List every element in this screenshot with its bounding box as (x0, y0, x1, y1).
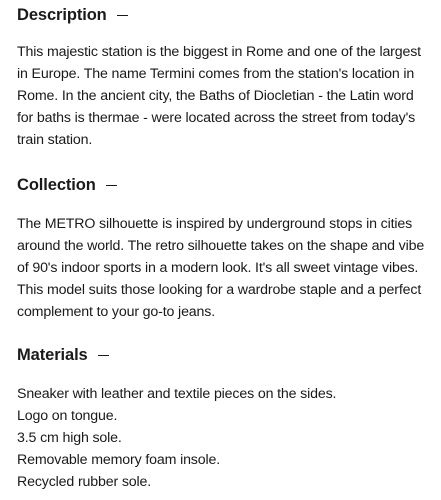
materials-header[interactable] (17, 343, 427, 367)
description-body: This majestic station is the biggest in Rome and one of the largest in Europe. The name Termini comes from the station's location in Rome. In the ancient city, the Baths of Diocletian - the Latin word for baths is thermae - were located across the street from today's train station. (17, 44, 421, 148)
collection-section (17, 173, 427, 323)
minus-icon[interactable] (117, 15, 128, 17)
materials-list (17, 383, 427, 493)
collection-title: Collection (17, 175, 96, 194)
materials-item: Sneaker with leather and textile pieces on the sides. (17, 386, 337, 402)
materials-section (17, 343, 427, 493)
materials-item: 3.5 cm high sole. (17, 430, 122, 446)
description-header[interactable] (17, 3, 427, 27)
materials-item: Removable memory foam insole. (17, 452, 221, 468)
description-title: Description (17, 5, 107, 24)
materials-item: Logo on tongue. (17, 408, 118, 424)
description-section (17, 3, 427, 151)
minus-icon[interactable] (106, 185, 117, 187)
collection-body: The METRO silhouette is inspired by underground stops in cities around the world. The retro silhouette takes on the shape and vibe of 90's indoor sports in a modern look. It's all sweet vintage vibes. This model suits those looking for a wardrobe staple and a perfect complement to your go-to jeans. (17, 216, 425, 320)
materials-item: Recycled rubber sole. (17, 474, 152, 490)
collection-header[interactable] (17, 173, 427, 197)
minus-icon[interactable] (98, 355, 109, 357)
materials-title: Materials (17, 345, 88, 364)
